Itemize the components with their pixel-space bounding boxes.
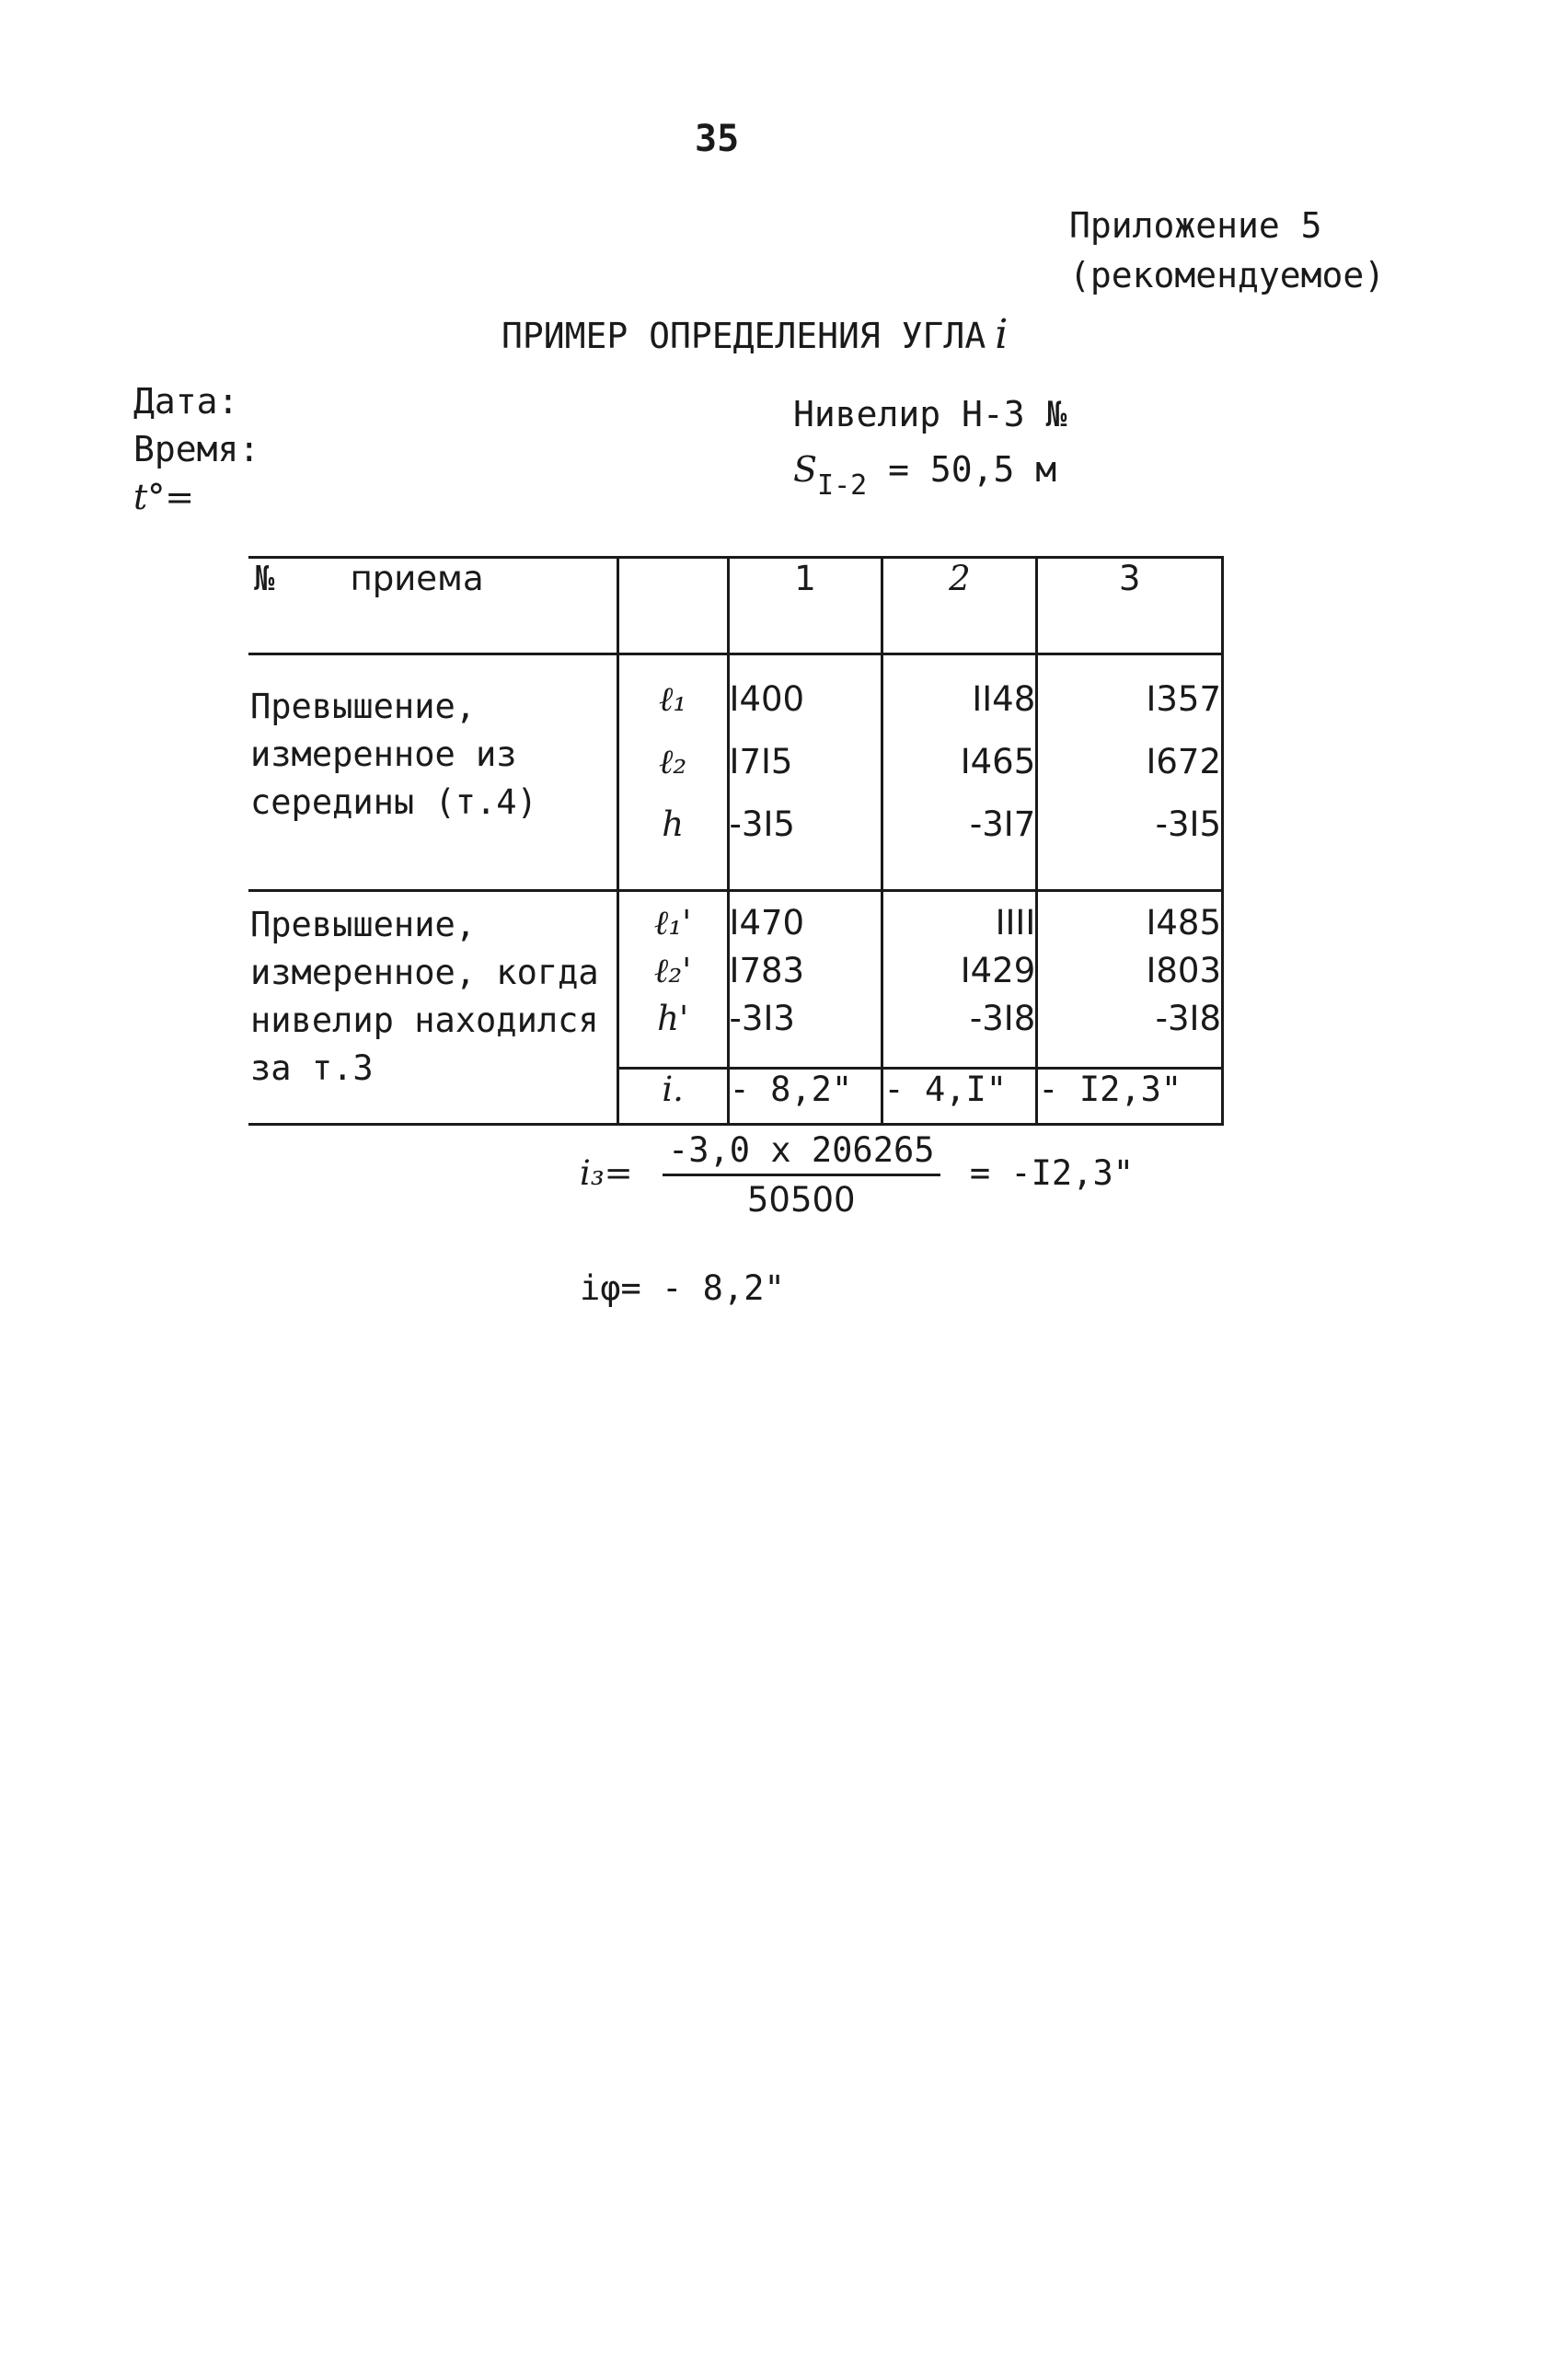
group2-col-2: IIII I429 -3I8 xyxy=(882,891,1037,1069)
formula1-denominator: 50500 xyxy=(746,1180,856,1220)
header-reception xyxy=(248,558,617,654)
instrument-label: Нивелир Н-3 № xyxy=(793,394,1067,434)
formula-i3 xyxy=(580,1130,1134,1220)
i-row-col-3: - I2,3" xyxy=(1037,1069,1223,1125)
distance-subscript: I-2 xyxy=(817,469,868,502)
formula1-numerator: -3,0 x 206265 xyxy=(663,1130,940,1176)
group2-col-3: I485 I803 -3I8 xyxy=(1037,891,1223,1069)
header-symbol-col xyxy=(617,558,728,654)
title-symbol: i xyxy=(995,311,1009,358)
header-reception-text: приема xyxy=(350,559,484,598)
formula-iphi xyxy=(580,1268,785,1308)
i-row-col-2: - 4,I" xyxy=(882,1069,1037,1125)
page-title xyxy=(502,311,1008,358)
group1-symbols: ℓ₁ ℓ₂ h xyxy=(617,654,728,891)
date-label: Дата: xyxy=(133,381,239,422)
group2-description: Превышение, измеренное, когда нивелир находился за т.3 xyxy=(248,891,617,1125)
page-number: 35 xyxy=(695,118,740,160)
i-row-col-1: - 8,2" xyxy=(728,1069,882,1125)
appendix-line-1: Приложение 5 xyxy=(1069,205,1322,246)
formula1-result: = -I2,3" xyxy=(969,1153,1135,1193)
observation-table xyxy=(248,556,1224,1126)
meta-left xyxy=(133,377,259,521)
group1-col-1: I400 I7I5 -3I5 xyxy=(728,654,882,891)
header-no: № xyxy=(254,559,275,598)
group1-col-3: I357 I672 -3I5 xyxy=(1037,654,1223,891)
table-row xyxy=(248,654,1223,891)
group1-col-2: II48 I465 -3I7 xyxy=(882,654,1037,891)
distance-line xyxy=(793,442,1066,514)
appendix-label xyxy=(1069,201,1385,300)
i-row-symbol: i. xyxy=(617,1069,728,1125)
group2-col-1: I470 I783 -3I3 xyxy=(728,891,882,1069)
appendix-line-2: (рекомендуемое) xyxy=(1069,255,1386,295)
meta-right xyxy=(793,387,1066,514)
title-text: ПРИМЕР ОПРЕДЕЛЕНИЯ УГЛА xyxy=(502,316,986,356)
group1-description: Превышение, измеренное из середины (т.4) xyxy=(248,654,617,891)
formula1-lhs: i₃= xyxy=(580,1153,633,1193)
header-col-3: 3 xyxy=(1037,558,1223,654)
distance-symbol: S xyxy=(793,449,818,490)
temperature-label: t°= xyxy=(133,477,195,517)
formula1-fraction xyxy=(663,1130,940,1220)
formula2-text: iφ= - 8,2" xyxy=(580,1268,785,1308)
distance-value: = 50,5 м xyxy=(888,449,1057,490)
table-header-row xyxy=(248,558,1223,654)
group2-symbols: ℓ₁' ℓ₂' h' xyxy=(617,891,728,1069)
header-col-2: 2 xyxy=(882,558,1037,654)
time-label: Время: xyxy=(133,429,260,469)
header-col-1: 1 xyxy=(728,558,882,654)
table-row xyxy=(248,891,1223,1069)
